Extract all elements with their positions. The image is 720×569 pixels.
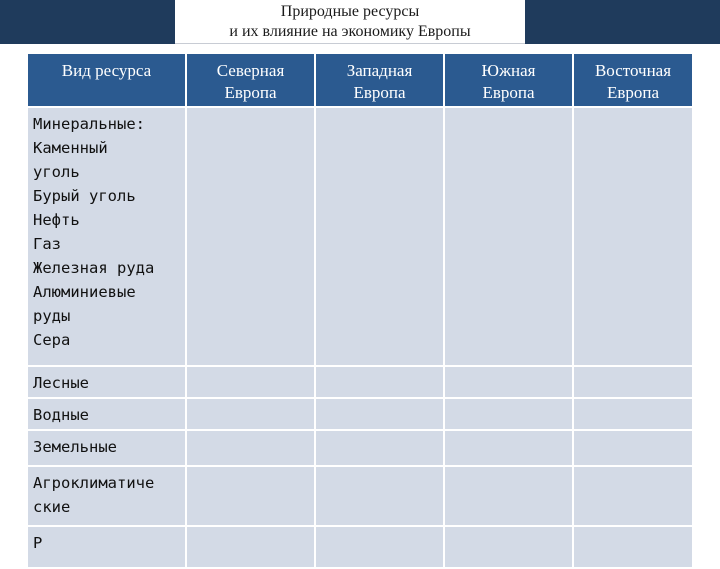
cell-empty[interactable] [445, 399, 572, 429]
table-row-water [28, 399, 692, 429]
cell-empty[interactable] [445, 527, 572, 567]
header-west-line2: Европа [353, 83, 406, 102]
cell-empty[interactable] [574, 399, 692, 429]
cell-empty[interactable] [445, 431, 572, 465]
mineral-line: Алюминиевые [33, 283, 136, 301]
cell-empty[interactable] [445, 367, 572, 397]
agro-line: Агроклиматиче [33, 474, 155, 492]
cell-empty[interactable] [187, 527, 314, 567]
cell-empty[interactable] [574, 367, 692, 397]
table-row-partial [28, 527, 692, 567]
cell-water-resources: Водные [28, 399, 185, 429]
header-west-europe [316, 54, 443, 106]
cell-empty[interactable] [316, 399, 443, 429]
title-bar [0, 0, 720, 44]
slide-title [175, 0, 525, 44]
table-row-mineral [28, 108, 692, 365]
table-row-forest [28, 367, 692, 397]
cell-empty[interactable] [187, 431, 314, 465]
cell-empty[interactable] [316, 431, 443, 465]
mineral-line: Газ [33, 235, 61, 253]
header-north-europe [187, 54, 314, 106]
cell-agroclimatic-resources [28, 467, 185, 525]
mineral-line: Нефть [33, 211, 80, 229]
mineral-line: Минеральные: [33, 115, 145, 133]
title-line-2: и их влияние на экономику Европы [229, 23, 471, 40]
cell-empty[interactable] [445, 108, 572, 365]
cell-empty[interactable] [316, 467, 443, 525]
cell-empty[interactable] [574, 527, 692, 567]
title-line-1: Природные ресурсы [280, 3, 420, 20]
cell-empty[interactable] [187, 367, 314, 397]
cell-forest-resources: Лесные [28, 367, 185, 397]
mineral-line: руды [33, 307, 71, 325]
cell-partial-resources: Р [28, 527, 185, 567]
cell-empty[interactable] [316, 108, 443, 365]
cell-empty[interactable] [316, 367, 443, 397]
cell-land-resources: Земельные [28, 431, 185, 465]
header-north-line2: Европа [224, 83, 277, 102]
header-east-line2: Европа [606, 83, 660, 102]
table-row-land [28, 431, 692, 465]
resources-table [26, 52, 694, 569]
header-row [28, 54, 692, 106]
mineral-line: Железная руда [33, 259, 155, 277]
cell-empty[interactable] [316, 527, 443, 567]
cell-mineral-resources [28, 108, 185, 365]
cell-empty[interactable] [574, 108, 692, 365]
header-south-line2: Европа [482, 83, 535, 102]
header-south-europe [445, 54, 572, 106]
mineral-line: Бурый уголь [33, 187, 136, 205]
mineral-line: Сера [33, 331, 71, 349]
header-north-line1: Северная [216, 61, 285, 80]
cell-empty[interactable] [574, 467, 692, 525]
cell-empty[interactable] [445, 467, 572, 525]
mineral-line: Каменный [33, 139, 108, 157]
cell-empty[interactable] [187, 467, 314, 525]
cell-empty[interactable] [187, 108, 314, 365]
header-south-line1: Южная [481, 61, 536, 80]
header-east-line1: Восточная [594, 61, 672, 80]
cell-empty[interactable] [574, 431, 692, 465]
header-resource-type-label: Вид ресурса [61, 61, 152, 80]
header-east-europe [574, 54, 692, 106]
header-west-line1: Западная [346, 61, 413, 80]
cell-empty[interactable] [187, 399, 314, 429]
mineral-line: уголь [33, 163, 80, 181]
table-row-agroclimatic [28, 467, 692, 525]
header-resource-type [28, 54, 185, 106]
agro-line: ские [33, 498, 71, 516]
